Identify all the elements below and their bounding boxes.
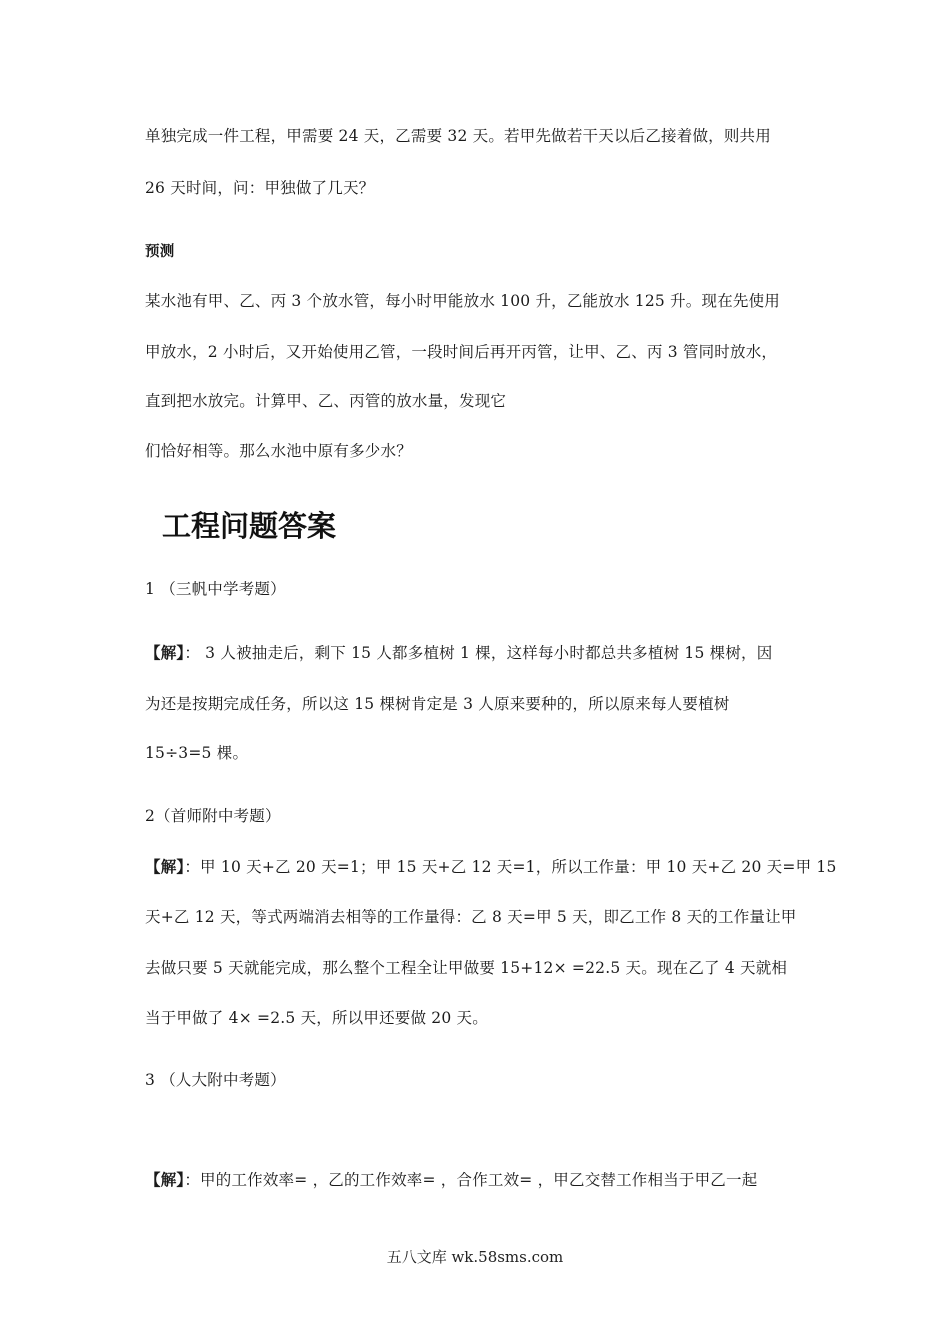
- page-footer: 五八文库 wk.58sms.com: [386, 1248, 564, 1266]
- q2-line-2: 天+乙 12 天，等式两端消去相等的工作量得：乙 8 天=甲 5 天，即乙工作 8 天的工作量让甲: [145, 908, 797, 926]
- q1-line-1: [145, 642, 772, 664]
- q2-line-3: 去做只要 5 天就能完成，那么整个工程全让甲做要 15+12× =22.5 天。现在乙了 4 天就相: [145, 959, 788, 977]
- solution-tag: 【解】: [145, 643, 185, 662]
- q2-line-4: 当于甲做了 4× =2.5 天，所以甲还要做 20 天。: [145, 1009, 488, 1027]
- problem-line-2: 26 天时间，问：甲独做了几天？: [145, 179, 375, 197]
- answers-heading: 工程问题答案: [162, 509, 337, 543]
- q3-line-1: [145, 1169, 757, 1191]
- q1-title: 1 （三帆中学考题）: [145, 580, 286, 598]
- q2-line-1: [145, 856, 837, 878]
- solution-tag: 【解】: [145, 1170, 185, 1189]
- prediction-line-1: 某水池有甲、乙、丙 3 个放水管，每小时甲能放水 100 升，乙能放水 125 升。现在先使用: [145, 292, 780, 310]
- q1-line-3: 15÷3=5 棵。: [145, 744, 249, 762]
- q3-title: 3 （人大附中考题）: [145, 1071, 286, 1089]
- q1-line-2: 为还是按期完成任务，所以这 15 棵树肯定是 3 人原来要种的，所以原来每人要植树: [145, 695, 730, 713]
- q2-line-1-text: ：甲 10 天+乙 20 天=1；甲 15 天+乙 12 天=1，所以工作量：甲 10 天+乙 20 天=甲 15: [184, 858, 837, 876]
- q3-line-1-text: ：甲的工作效率= ，乙的工作效率= ，合作工效= ，甲乙交替工作相当于甲乙一起: [184, 1171, 758, 1189]
- prediction-line-4: 们恰好相等。那么水池中原有多少水？: [145, 442, 412, 460]
- prediction-line-2: 甲放水，2 小时后，又开始使用乙管，一段时间后再开丙管，让甲、乙、丙 3 管同时放水，: [145, 343, 778, 361]
- prediction-label: 预测: [145, 244, 175, 260]
- prediction-line-3: 直到把水放完。计算甲、乙、丙管的放水量，发现它: [145, 392, 507, 410]
- q2-title: 2（首师附中考题）: [145, 807, 281, 825]
- problem-line-1: 单独完成一件工程，甲需要 24 天，乙需要 32 天。若甲先做若干天以后乙接着做，则共用: [145, 127, 771, 145]
- solution-tag: 【解】: [145, 857, 185, 876]
- q1-line-1-text: ： 3 人被抽走后，剩下 15 人都多植树 1 棵，这样每小时都总共多植树 15 棵树，因: [184, 644, 773, 662]
